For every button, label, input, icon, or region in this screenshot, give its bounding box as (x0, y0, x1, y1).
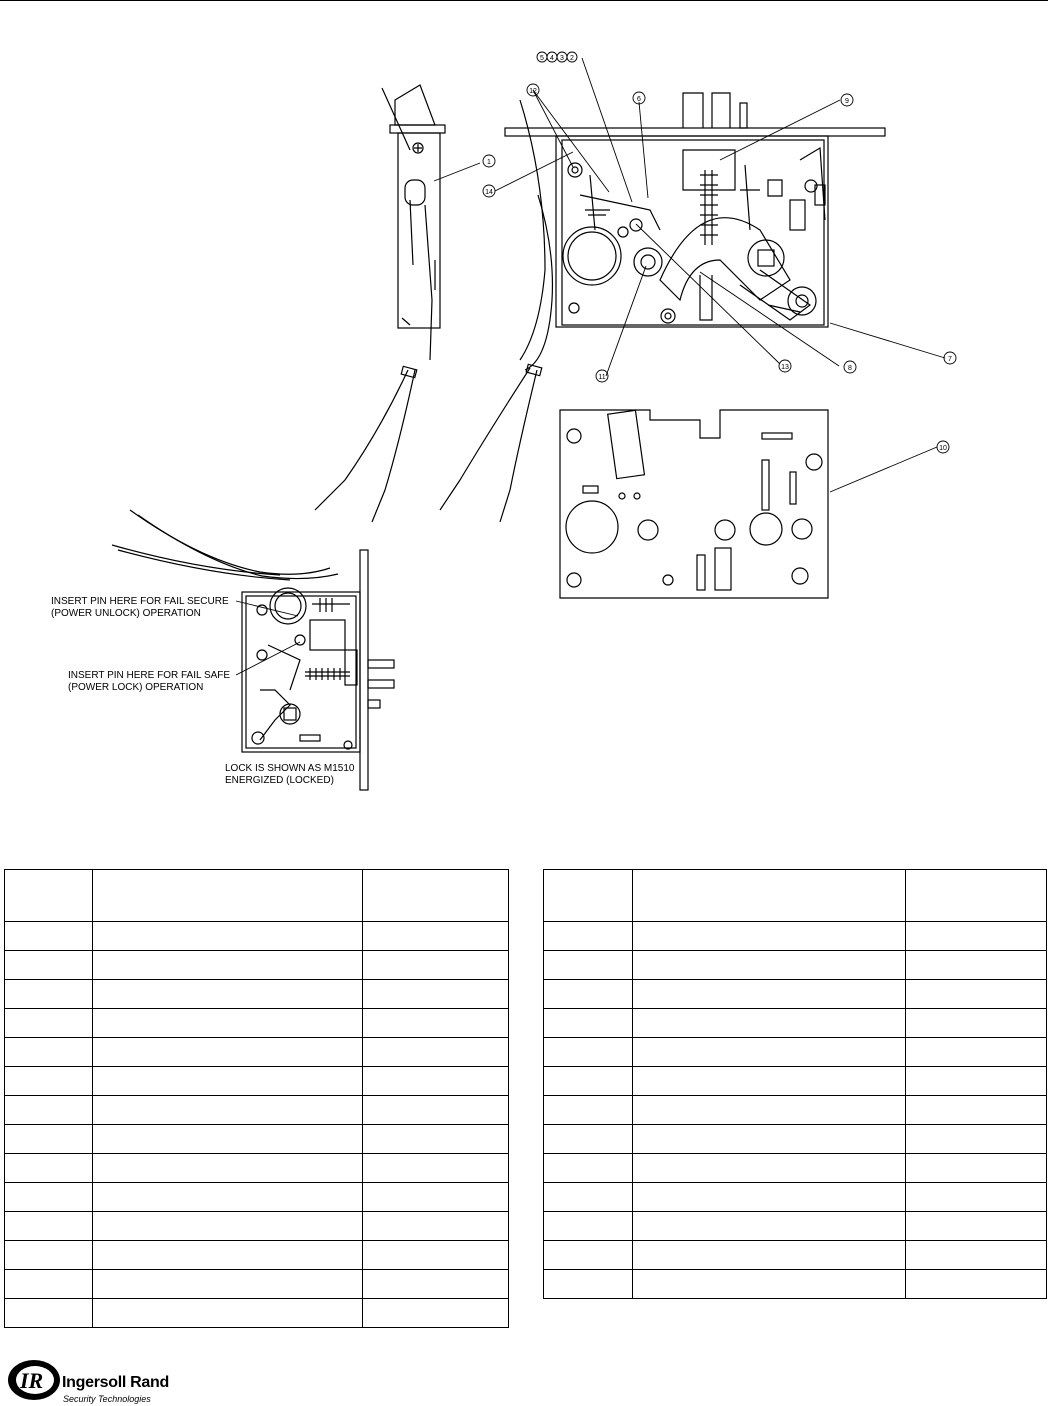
brand-tagline: Security Technologies (63, 1394, 151, 1404)
table-cell (544, 1270, 633, 1299)
table-cell (906, 1270, 1047, 1299)
table-cell (633, 1212, 906, 1241)
table-cell (363, 1067, 509, 1096)
note-fail-safe-line-2: (POWER LOCK) OPERATION (68, 682, 204, 693)
table-row (544, 1067, 1047, 1096)
table-cell (633, 1009, 906, 1038)
note-shown-as-line-1: LOCK IS SHOWN AS M1510 (225, 763, 355, 774)
table-row (544, 1125, 1047, 1154)
table-cell (5, 1212, 93, 1241)
table-cell (363, 1125, 509, 1154)
callout-3: 3 (560, 55, 564, 62)
lock-small-assembly-view (112, 510, 394, 790)
callout-6: 6 (637, 96, 641, 103)
table-row (544, 922, 1047, 951)
table-row (5, 1125, 509, 1154)
lock-body-assembly (505, 93, 885, 327)
note-fail-secure-line-1: INSERT PIN HERE FOR FAIL SECURE (51, 596, 229, 607)
table-cell (906, 1067, 1047, 1096)
table-cell (93, 1270, 363, 1299)
callout-bubbles (483, 52, 956, 453)
table-cell (544, 1038, 633, 1067)
callout-12: 12 (529, 88, 537, 95)
left-table-header-cell (5, 870, 93, 922)
table-cell (544, 1154, 633, 1183)
callout-10: 10 (939, 445, 947, 452)
table-cell (544, 1125, 633, 1154)
callout-7: 7 (948, 356, 952, 363)
table-cell (633, 922, 906, 951)
table-cell (544, 1212, 633, 1241)
table-cell (5, 1299, 93, 1328)
callout-8: 8 (848, 365, 852, 372)
table-cell (5, 1038, 93, 1067)
table-cell (544, 922, 633, 951)
table-row (544, 1212, 1047, 1241)
callout-11: 11 (598, 374, 606, 381)
table-cell (363, 1241, 509, 1270)
table-cell (544, 1096, 633, 1125)
table-cell (93, 1212, 363, 1241)
table-cell (906, 1183, 1047, 1212)
table-cell (633, 951, 906, 980)
right-table-header-cell (544, 870, 633, 922)
table-row (5, 1096, 509, 1125)
table-row (544, 1009, 1047, 1038)
table-cell (93, 951, 363, 980)
parts-table-right (543, 869, 1047, 1299)
table-row (5, 1212, 509, 1241)
table-cell (5, 1183, 93, 1212)
table-cell (906, 1241, 1047, 1270)
callout-14: 14 (485, 189, 493, 196)
left-table-header-row (5, 870, 509, 922)
table-cell (5, 1009, 93, 1038)
table-cell (5, 1241, 93, 1270)
table-row (5, 922, 509, 951)
right-table-header-cell (633, 870, 906, 922)
table-cell (93, 1241, 363, 1270)
note-shown-as-line-2: ENERGIZED (LOCKED) (225, 775, 334, 786)
table-row (5, 1270, 509, 1299)
table-row (544, 1154, 1047, 1183)
table-row (544, 1270, 1047, 1299)
table-cell (906, 1125, 1047, 1154)
left-table-header-cell (363, 870, 509, 922)
table-cell (93, 1009, 363, 1038)
table-row (544, 1183, 1047, 1212)
table-cell (633, 1270, 906, 1299)
table-cell (93, 1154, 363, 1183)
table-cell (544, 951, 633, 980)
table-row (544, 951, 1047, 980)
table-row (5, 1299, 509, 1328)
case-plate (560, 410, 828, 598)
table-cell (363, 1096, 509, 1125)
table-cell (363, 1154, 509, 1183)
note-lock-shown-as (225, 763, 355, 787)
callout-numbers (485, 55, 952, 452)
table-row (5, 1241, 509, 1270)
table-cell (363, 1299, 509, 1328)
table-cell (5, 1096, 93, 1125)
logo-mark-text: IR (20, 1368, 44, 1393)
table-cell (5, 1154, 93, 1183)
table-cell (633, 980, 906, 1009)
table-cell (93, 1183, 363, 1212)
table-cell (633, 1096, 906, 1125)
table-cell (633, 1125, 906, 1154)
table-row (5, 1038, 509, 1067)
table-cell (93, 922, 363, 951)
table-row (544, 1096, 1047, 1125)
table-cell (93, 1299, 363, 1328)
callout-1: 1 (487, 159, 491, 166)
table-cell (633, 1067, 906, 1096)
parts-table-left (4, 869, 509, 1328)
callout-5: 5 (540, 55, 544, 62)
table-cell (5, 951, 93, 980)
table-cell (363, 1038, 509, 1067)
table-row (544, 1038, 1047, 1067)
right-table-header-cell (906, 870, 1047, 922)
table-cell (906, 980, 1047, 1009)
table-cell (544, 1183, 633, 1212)
note-fail-safe-line-1: INSERT PIN HERE FOR FAIL SAFE (68, 670, 231, 681)
table-cell (93, 980, 363, 1009)
table-cell (5, 1067, 93, 1096)
right-table-header-row (544, 870, 1047, 922)
table-cell (93, 1067, 363, 1096)
table-cell (93, 1038, 363, 1067)
table-cell (544, 1009, 633, 1038)
callout-leaders (434, 58, 945, 492)
table-cell (363, 1009, 509, 1038)
table-cell (363, 951, 509, 980)
left-table-header-cell (93, 870, 363, 922)
table-row (5, 951, 509, 980)
faceplate-side-view (382, 85, 445, 360)
table-cell (363, 980, 509, 1009)
table-cell (363, 1212, 509, 1241)
table-row (544, 980, 1047, 1009)
table-cell (906, 922, 1047, 951)
table-row (5, 980, 509, 1009)
note-fail-secure-line-2: (POWER UNLOCK) OPERATION (51, 608, 201, 619)
note-fail-secure (51, 596, 229, 620)
table-cell (906, 1096, 1047, 1125)
table-cell (5, 1125, 93, 1154)
wire-leads (315, 100, 552, 522)
table-cell (5, 980, 93, 1009)
table-cell (906, 1212, 1047, 1241)
table-cell (633, 1154, 906, 1183)
table-cell (906, 1009, 1047, 1038)
table-cell (633, 1241, 906, 1270)
brand-name: Ingersoll Rand (62, 1374, 169, 1391)
table-row (5, 1183, 509, 1212)
table-cell (5, 1270, 93, 1299)
table-cell (5, 922, 93, 951)
note-fail-safe (68, 670, 230, 694)
table-cell (363, 922, 509, 951)
table-cell (544, 1067, 633, 1096)
callout-4: 4 (550, 55, 554, 62)
table-row (5, 1067, 509, 1096)
callout-9: 9 (845, 98, 849, 105)
table-cell (633, 1183, 906, 1212)
table-cell (633, 1038, 906, 1067)
table-cell (93, 1096, 363, 1125)
callout-13: 13 (781, 364, 789, 371)
callout-2: 2 (570, 55, 574, 62)
table-cell (544, 1241, 633, 1270)
table-cell (93, 1125, 363, 1154)
table-row (5, 1009, 509, 1038)
table-cell (363, 1183, 509, 1212)
table-cell (906, 1038, 1047, 1067)
table-row (5, 1154, 509, 1183)
table-cell (906, 951, 1047, 980)
table-cell (363, 1270, 509, 1299)
table-cell (906, 1154, 1047, 1183)
table-cell (544, 980, 633, 1009)
table-row (544, 1241, 1047, 1270)
